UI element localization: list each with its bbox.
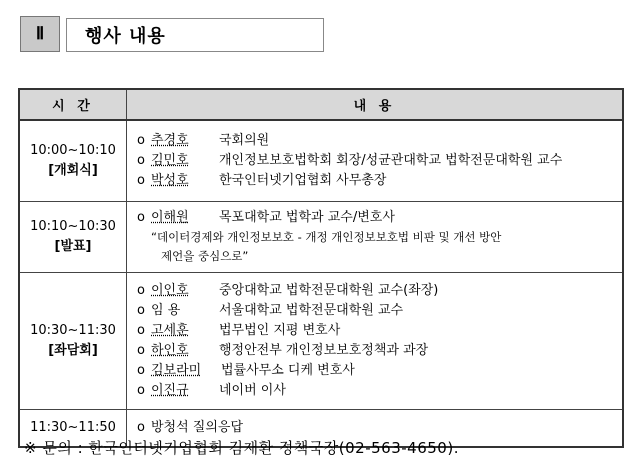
time-range: 11:30~11:50 [30, 420, 116, 435]
bullet: o [137, 303, 145, 318]
content-cell [127, 273, 624, 410]
table-row [19, 273, 623, 410]
section-header [20, 16, 324, 52]
person-title: 네이버 이사 [219, 383, 286, 398]
session-tag: [좌담회] [48, 343, 98, 358]
bullet: o [137, 133, 145, 148]
bullet: o [137, 323, 145, 338]
person-title: 국회의원 [219, 133, 270, 148]
agenda-item: 방청석 질의응답 [151, 420, 244, 435]
bullet: o [137, 363, 145, 378]
time-range: 10:00~10:10 [30, 143, 116, 158]
list-item [137, 131, 614, 151]
bullet: o [137, 420, 145, 435]
contact-note: ※ 문의 : 한국인터넷기업협회 김재환 정책국장(02-563-4650). [24, 439, 459, 457]
person-title: 법무법인 지평 변호사 [219, 323, 341, 338]
person-name: 고세훈 [151, 323, 189, 338]
list-item [137, 418, 614, 438]
time-range: 10:10~10:30 [30, 219, 116, 234]
person-title: 목포대학교 법학과 교수/변호사 [219, 210, 395, 225]
bullet: o [137, 383, 145, 398]
list-item [137, 341, 614, 361]
person-title: 서울대학교 법학전문대학원 교수 [219, 303, 404, 318]
header-content: 내 용 [127, 89, 624, 120]
list-item [137, 151, 614, 171]
time-range: 10:30~11:30 [30, 323, 116, 338]
list-item [137, 208, 614, 228]
table-header-row [19, 89, 623, 120]
person-name: 추경호 [151, 133, 189, 148]
presentation-title-line1: “데이터경제와 개인정보보호 - 개정 개인정보보호법 비판 및 개선 방안 [151, 230, 502, 244]
bullet: o [137, 343, 145, 358]
person-name: 이진규 [151, 383, 189, 398]
content-cell [127, 202, 624, 273]
session-tag: [개회식] [48, 163, 98, 178]
person-title: 중앙대학교 법학전문대학원 교수(좌장) [219, 283, 439, 298]
schedule-table [18, 88, 624, 448]
person-name: 이해원 [151, 210, 189, 225]
person-name: 임 용 [151, 303, 181, 318]
list-item [137, 381, 614, 401]
person-name: 김민호 [151, 153, 189, 168]
bullet: o [137, 173, 145, 188]
section-number: Ⅱ [20, 16, 60, 52]
person-name: 하인호 [151, 343, 189, 358]
list-item [137, 361, 614, 381]
bullet: o [137, 210, 145, 225]
person-title: 행정안전부 개인정보보호정책과 과장 [219, 343, 429, 358]
session-tag: [발표] [54, 239, 92, 254]
time-cell [19, 120, 127, 202]
list-item [137, 171, 614, 191]
presentation-title-line2: 제언을 중심으로” [161, 249, 249, 263]
bullet: o [137, 153, 145, 168]
bullet: o [137, 283, 145, 298]
person-title: 개인정보보호법학회 회장/성균관대학교 법학전문대학원 교수 [219, 153, 563, 168]
section-title: 행사 내용 [66, 18, 324, 52]
person-title: 법률사무소 디케 변호사 [221, 363, 355, 378]
person-title: 한국인터넷기업협회 사무총장 [219, 173, 387, 188]
person-name: 박성호 [151, 173, 189, 188]
list-item [137, 281, 614, 301]
table-row [19, 120, 623, 202]
list-item [137, 321, 614, 341]
header-time: 시 간 [19, 89, 127, 120]
person-name: 이인호 [151, 283, 189, 298]
list-item [137, 301, 614, 321]
table-row [19, 202, 623, 273]
content-cell [127, 120, 624, 202]
time-cell [19, 273, 127, 410]
time-cell [19, 202, 127, 273]
person-name: 김보라미 [151, 363, 202, 378]
